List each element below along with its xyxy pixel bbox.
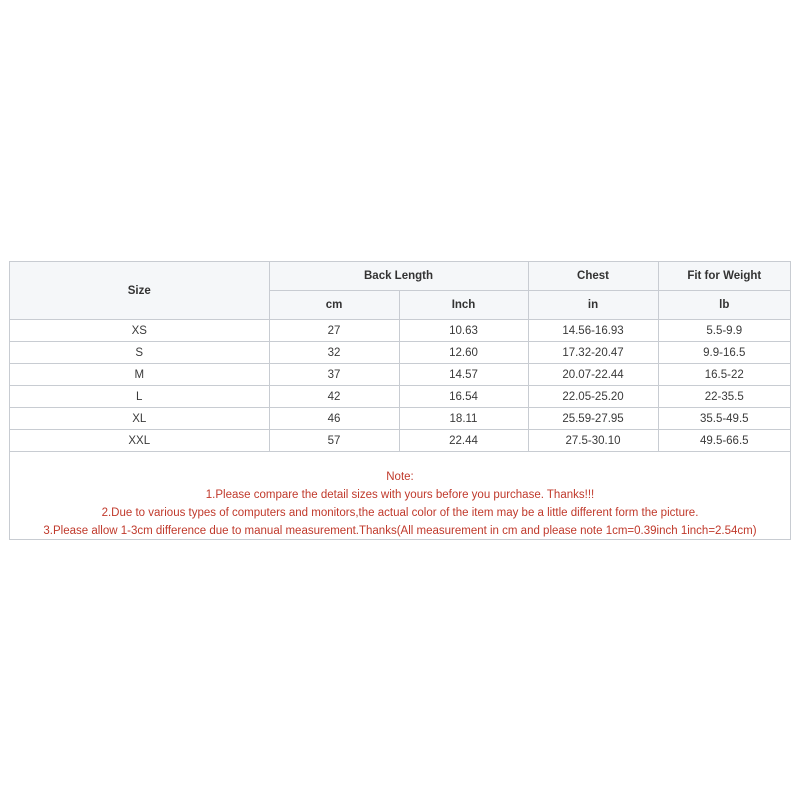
table-row bbox=[10, 408, 790, 430]
header-unit-lb: lb bbox=[658, 291, 790, 320]
cell-weight: 35.5-49.5 bbox=[658, 408, 790, 430]
table-row bbox=[10, 320, 790, 342]
cell-chest: 27.5-30.10 bbox=[528, 430, 658, 452]
cell-cm: 42 bbox=[269, 386, 399, 408]
cell-weight: 5.5-9.9 bbox=[658, 320, 790, 342]
header-unit-cm: cm bbox=[269, 291, 399, 320]
cell-cm: 46 bbox=[269, 408, 399, 430]
header-unit-inch: Inch bbox=[399, 291, 528, 320]
cell-weight: 16.5-22 bbox=[658, 364, 790, 386]
header-size: Size bbox=[10, 262, 269, 320]
cell-cm: 57 bbox=[269, 430, 399, 452]
cell-cm: 37 bbox=[269, 364, 399, 386]
cell-weight: 22-35.5 bbox=[658, 386, 790, 408]
header-fit-weight: Fit for Weight bbox=[658, 262, 790, 291]
cell-size: L bbox=[10, 386, 269, 408]
cell-size: S bbox=[10, 342, 269, 364]
cell-chest: 25.59-27.95 bbox=[528, 408, 658, 430]
cell-size: XXL bbox=[10, 430, 269, 452]
notes-block bbox=[10, 468, 790, 540]
header-chest: Chest bbox=[528, 262, 658, 291]
cell-chest: 22.05-25.20 bbox=[528, 386, 658, 408]
size-chart bbox=[9, 261, 791, 540]
note-title: Note: bbox=[386, 471, 414, 483]
cell-inch: 16.54 bbox=[399, 386, 528, 408]
table-row bbox=[10, 386, 790, 408]
cell-inch: 22.44 bbox=[399, 430, 528, 452]
note-line-3: 3.Please allow 1-3cm difference due to manual measurement.Thanks(All measurement in cm and please note 1cm=0.39inch 1inch=2.54cm) bbox=[43, 525, 757, 537]
cell-inch: 10.63 bbox=[399, 320, 528, 342]
cell-chest: 14.56-16.93 bbox=[528, 320, 658, 342]
cell-chest: 20.07-22.44 bbox=[528, 364, 658, 386]
cell-cm: 27 bbox=[269, 320, 399, 342]
cell-chest: 17.32-20.47 bbox=[528, 342, 658, 364]
header-back-length: Back Length bbox=[269, 262, 528, 291]
cell-weight: 49.5-66.5 bbox=[658, 430, 790, 452]
cell-size: XL bbox=[10, 408, 269, 430]
size-table bbox=[10, 262, 790, 452]
cell-inch: 12.60 bbox=[399, 342, 528, 364]
table-row bbox=[10, 364, 790, 386]
cell-size: XS bbox=[10, 320, 269, 342]
table-row bbox=[10, 430, 790, 452]
table-row bbox=[10, 342, 790, 364]
note-line-1: 1.Please compare the detail sizes with yours before you purchase. Thanks!!! bbox=[205, 489, 595, 501]
header-unit-in: in bbox=[528, 291, 658, 320]
cell-inch: 18.11 bbox=[399, 408, 528, 430]
cell-weight: 9.9-16.5 bbox=[658, 342, 790, 364]
cell-size: M bbox=[10, 364, 269, 386]
cell-cm: 32 bbox=[269, 342, 399, 364]
cell-inch: 14.57 bbox=[399, 364, 528, 386]
note-line-2: 2.Due to various types of computers and monitors,the actual color of the item may be a little different form the picture. bbox=[101, 507, 699, 519]
